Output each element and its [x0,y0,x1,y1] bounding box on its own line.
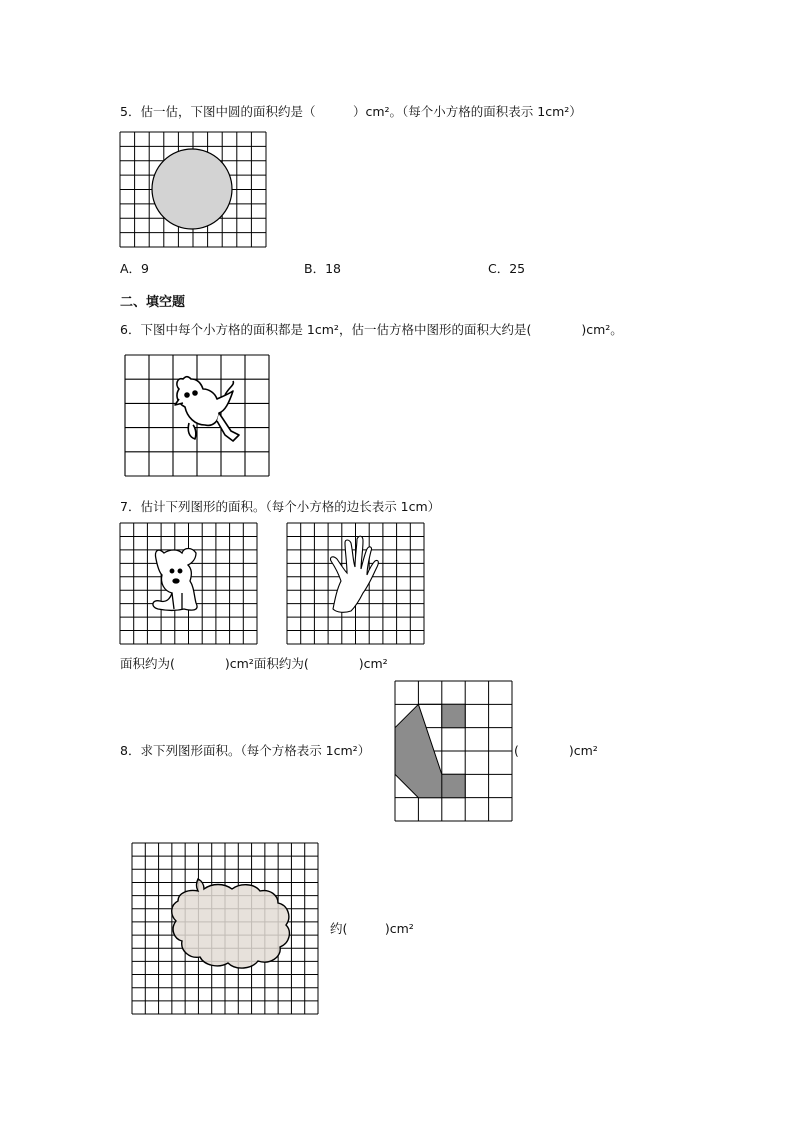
q5-option-a[interactable]: A．9 [120,261,150,276]
hand-drawing [330,536,378,612]
bird-drawing [175,377,239,441]
q7-text: 7．估计下列图形的面积。（每个小方格的边长表示 1cm） [120,499,441,514]
q9-answer: 约( )cm² [330,921,414,936]
q7-dog-grid-figure [120,523,257,644]
circle-shape [152,149,232,229]
q5-option-c[interactable]: C．25 [488,261,526,276]
section-heading: 二、填空题 [120,295,186,310]
q7-hand-grid-figure [287,523,424,644]
q7-answer-line: 面积约为( )cm²面积约为( )cm² [120,656,388,671]
q8-octagon-grid-figure [395,681,512,821]
dog-drawing [153,549,197,611]
cloud-shape [172,879,290,968]
q8-answer: ( )cm² [514,743,598,758]
q5-option-b[interactable]: B．18 [304,261,341,276]
q6-text: 6．下图中每个小方格的面积都是 1cm²，估一估方格中图形的面积大约是( )cm²。 [120,322,623,337]
q9-cloud-grid-figure [132,843,318,1014]
q5-text: 5．估一估，下图中圆的面积约是（ ）cm²。（每个小方格的面积表示 1cm²） [120,104,582,119]
q5-grid-figure [120,132,266,247]
q6-bird-grid-figure [125,355,269,476]
q8-text: 8．求下列图形面积。（每个方格表示 1cm²） [120,743,371,758]
